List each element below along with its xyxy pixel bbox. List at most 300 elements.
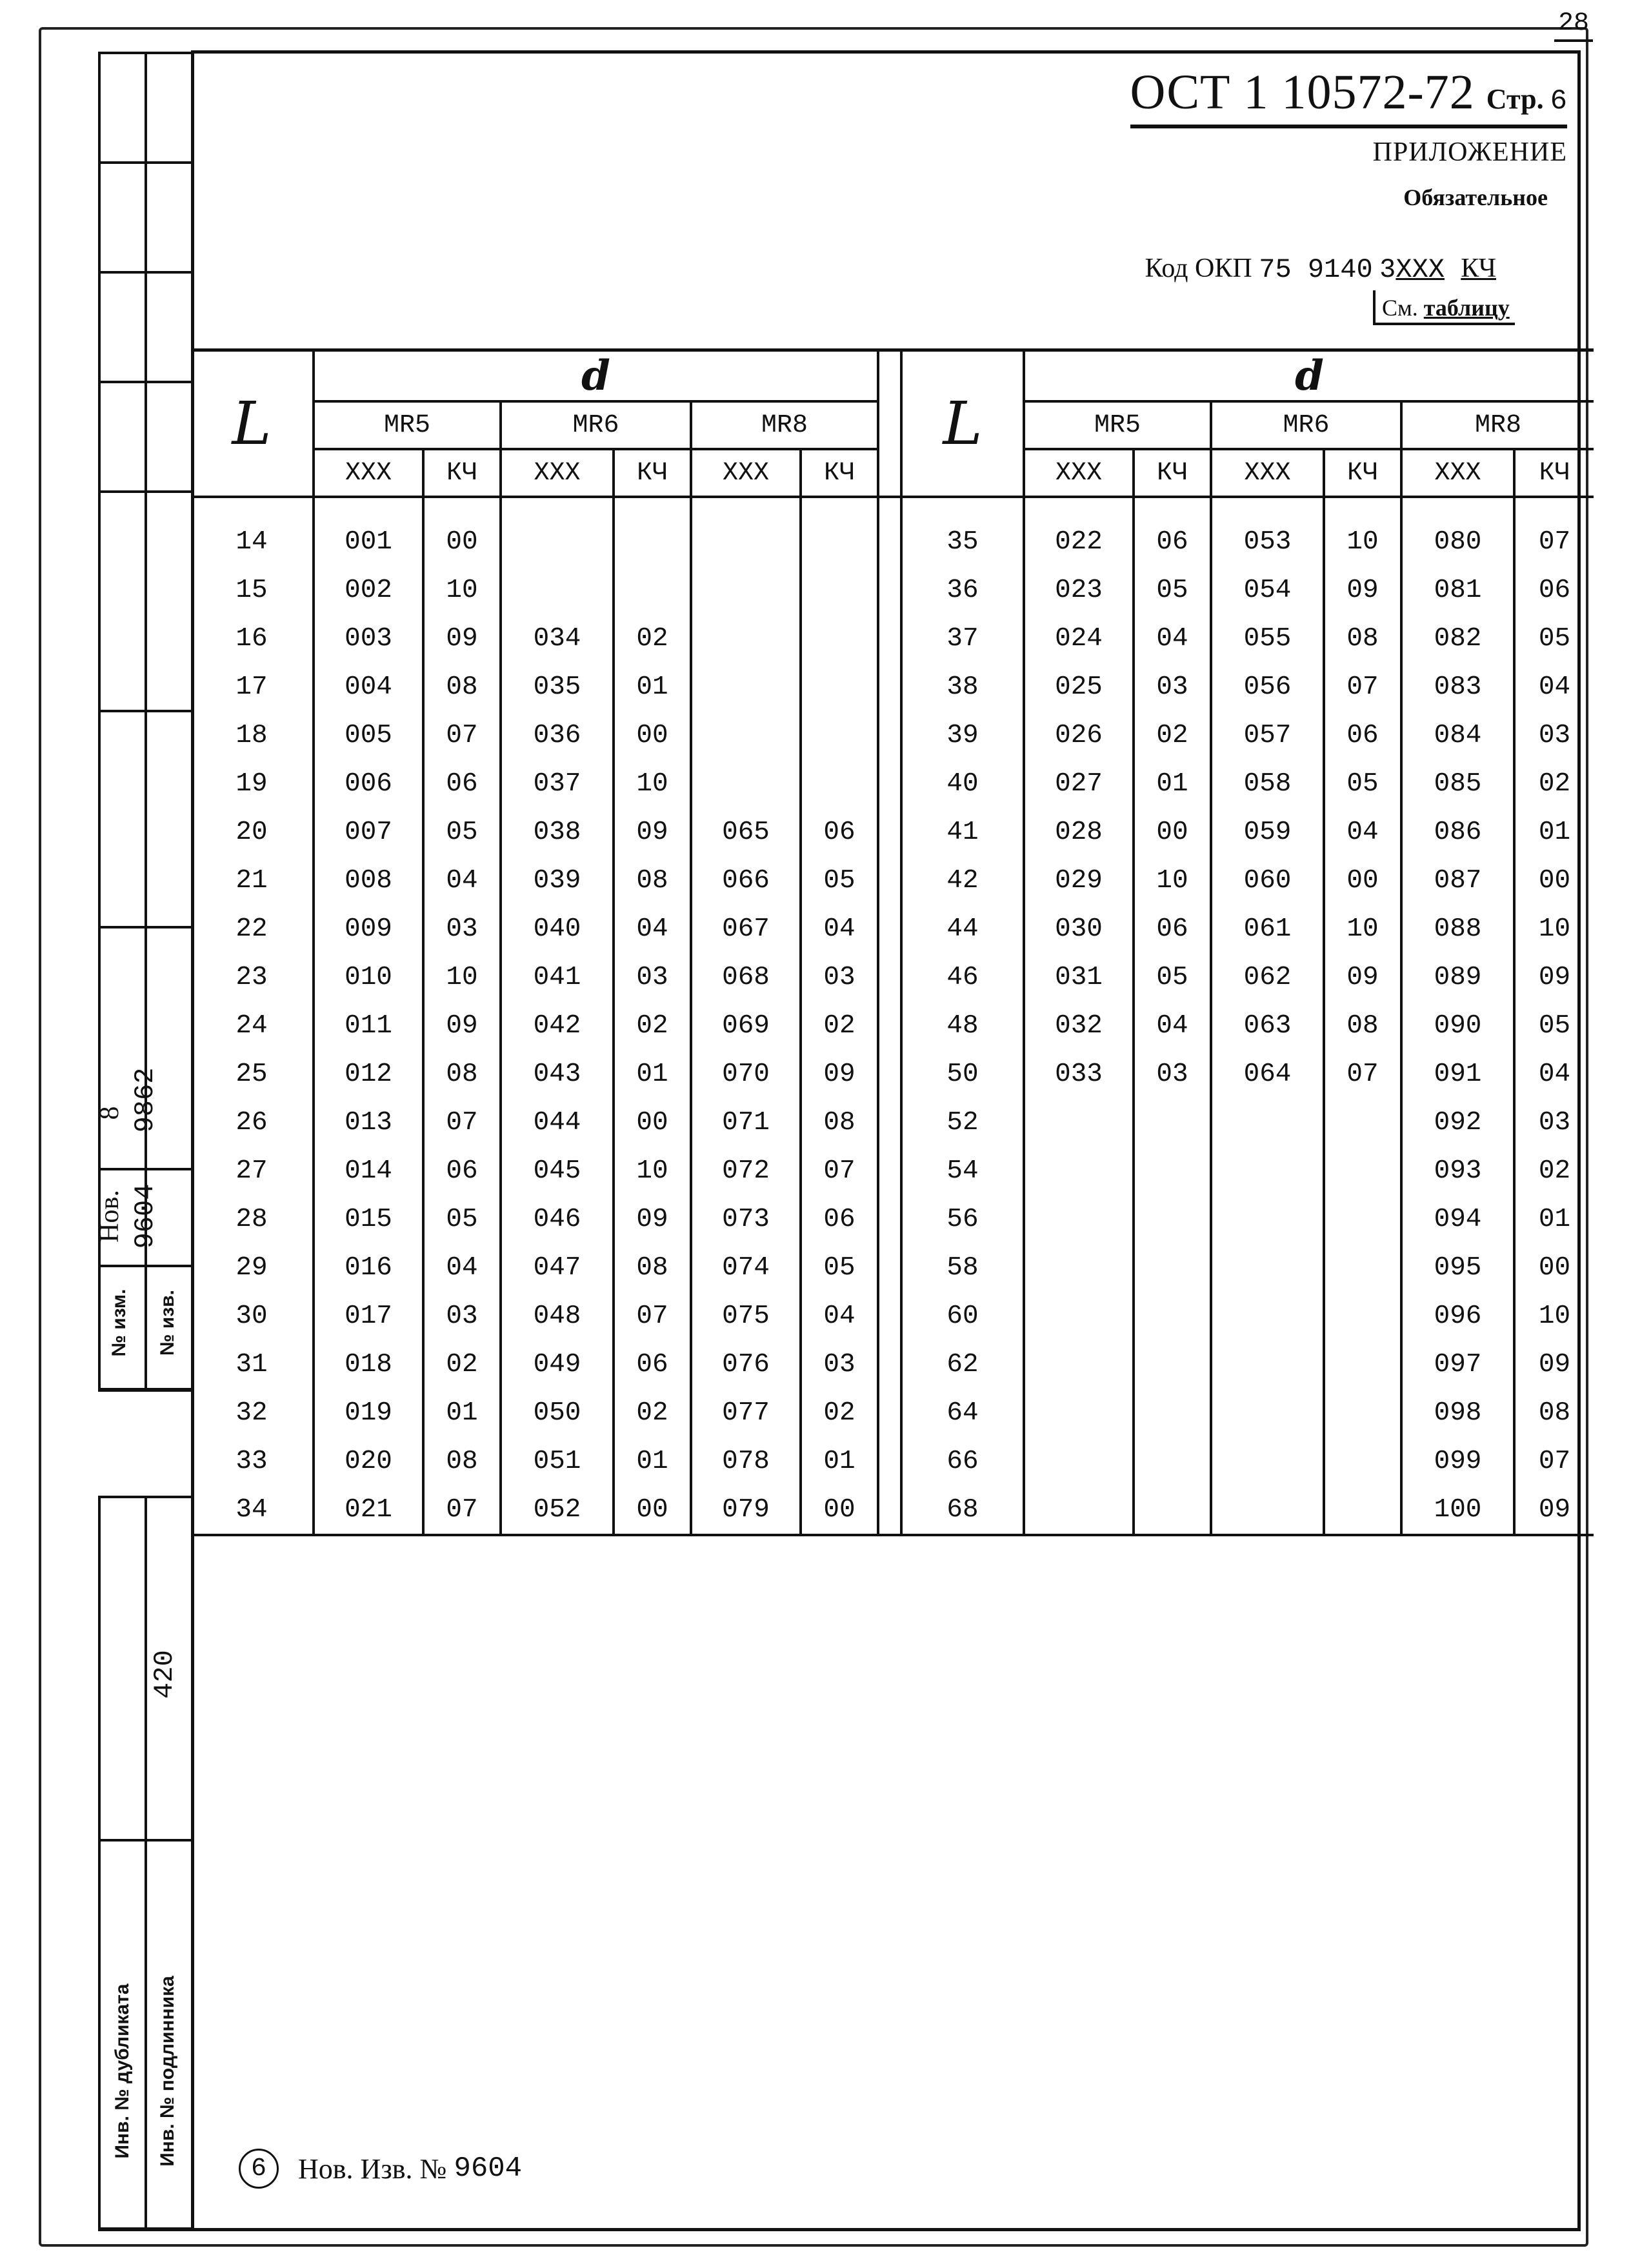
cell-xxx: 056 <box>1211 663 1324 711</box>
cell-xxx: 090 <box>1401 1001 1514 1050</box>
change-number-label: № изм. <box>108 1289 130 1357</box>
cell-kch: 03 <box>1134 1050 1211 1098</box>
cell-xxx <box>1024 1292 1134 1340</box>
change-number-value: 8 <box>95 1106 125 1120</box>
cell-xxx <box>691 663 801 711</box>
cell-length: 68 <box>901 1485 1024 1535</box>
cell-kch <box>1324 1098 1401 1147</box>
sub-kch: КЧ <box>614 449 691 497</box>
table-divider <box>878 856 901 905</box>
cell-kch: 07 <box>1324 663 1401 711</box>
table-row <box>191 517 1594 566</box>
cell-kch: 09 <box>1324 953 1401 1001</box>
table-divider <box>878 663 901 711</box>
cell-length: 22 <box>191 905 314 953</box>
cell-length: 19 <box>191 759 314 808</box>
cell-kch: 07 <box>423 1485 501 1535</box>
cell-xxx <box>1211 1147 1324 1195</box>
cell-xxx: 029 <box>1024 856 1134 905</box>
sheet-number: 28 <box>1554 9 1593 42</box>
cell-kch: 00 <box>1538 865 1571 896</box>
table-divider <box>878 1050 901 1098</box>
duplicate-inventory-label: Инв. № дубликата <box>112 1983 133 2159</box>
cell-kch: 10 <box>1324 517 1401 566</box>
cell-xxx: 061 <box>1211 905 1324 953</box>
table-row <box>191 1292 1594 1340</box>
cell-length: 17 <box>191 663 314 711</box>
cell-xxx: 037 <box>501 759 614 808</box>
group-mr6-left: MR6 <box>501 401 691 449</box>
cell-length: 60 <box>901 1292 1024 1340</box>
sub-kch: КЧ <box>423 449 501 497</box>
sub-kch: КЧ <box>1324 449 1401 497</box>
cell-xxx: 096 <box>1401 1292 1514 1340</box>
cell-kch <box>1324 1292 1401 1340</box>
cell-kch: 03 <box>614 953 691 1001</box>
cell-kch <box>801 759 878 808</box>
cell-kch: 06 <box>801 1195 878 1243</box>
cell-xxx: 069 <box>691 1001 801 1050</box>
sub-kch: КЧ <box>801 449 878 497</box>
cell-kch: 07 <box>1324 1050 1401 1098</box>
cell-kch: 02 <box>1538 768 1571 799</box>
table-row <box>191 1001 1594 1050</box>
cell-xxx: 004 <box>314 663 423 711</box>
cell-kch <box>801 711 878 759</box>
cell-kch: 06 <box>423 1147 501 1195</box>
cell-xxx: 087 <box>1401 856 1514 905</box>
table-divider <box>878 1485 901 1535</box>
cell-kch: 07 <box>1538 1446 1571 1476</box>
appendix-note: Обязательное <box>1403 185 1548 210</box>
cell-xxx: 001 <box>314 517 423 566</box>
table-divider <box>878 1389 901 1437</box>
cell-kch: 07 <box>423 711 501 759</box>
cell-xxx: 011 <box>314 1001 423 1050</box>
cell-kch: 07 <box>1538 527 1571 557</box>
cell-kch: 02 <box>614 614 691 663</box>
table-divider <box>878 759 901 808</box>
cell-kch: 05 <box>801 1243 878 1292</box>
cell-xxx: 021 <box>314 1485 423 1535</box>
cell-kch <box>1134 1098 1211 1147</box>
sub-kch: КЧ <box>1134 449 1211 497</box>
cell-length: 16 <box>191 614 314 663</box>
cell-xxx: 089 <box>1401 953 1514 1001</box>
cell-xxx: 041 <box>501 953 614 1001</box>
cell-xxx: 085 <box>1401 759 1514 808</box>
cell-xxx: 018 <box>314 1340 423 1389</box>
cell-kch <box>1324 1485 1401 1535</box>
cell-kch: 05 <box>1538 623 1571 654</box>
cell-kch <box>1324 1195 1401 1243</box>
new-label: Нов. <box>95 1190 125 1243</box>
standard-designation <box>1130 65 1567 128</box>
cell-xxx: 059 <box>1211 808 1324 856</box>
cell-kch: 05 <box>1134 566 1211 614</box>
footer-number: 9604 <box>454 2153 523 2185</box>
cell-kch: 02 <box>1134 711 1211 759</box>
cell-length: 33 <box>191 1437 314 1485</box>
sub-xxx: XXX <box>691 449 801 497</box>
cell-kch: 04 <box>1324 808 1401 856</box>
cell-xxx: 080 <box>1401 517 1514 566</box>
cell-xxx: 091 <box>1401 1050 1514 1098</box>
cell-xxx: 049 <box>501 1340 614 1389</box>
cell-kch: 09 <box>801 1050 878 1098</box>
notice-number-left: 9604 <box>130 1183 161 1249</box>
cell-length: 44 <box>901 905 1024 953</box>
cell-xxx: 027 <box>1024 759 1134 808</box>
cell-kch: 00 <box>801 1485 878 1535</box>
cell-kch: 04 <box>423 1243 501 1292</box>
cell-xxx: 062 <box>1211 953 1324 1001</box>
cell-xxx: 024 <box>1024 614 1134 663</box>
cell-length: 23 <box>191 953 314 1001</box>
cell-length: 58 <box>901 1243 1024 1292</box>
cell-kch <box>1324 1147 1401 1195</box>
cell-kch: 10 <box>423 566 501 614</box>
sub-kch: КЧ <box>1514 449 1594 497</box>
cell-length: 27 <box>191 1147 314 1195</box>
cell-kch <box>801 517 878 566</box>
cell-xxx: 051 <box>501 1437 614 1485</box>
page-value: 6 <box>1550 85 1567 117</box>
cell-xxx: 048 <box>501 1292 614 1340</box>
column-d-right: d <box>1024 350 1594 402</box>
cell-kch: 00 <box>1538 1252 1571 1283</box>
cell-kch: 07 <box>423 1098 501 1147</box>
cell-kch: 09 <box>423 614 501 663</box>
table-divider <box>878 808 901 856</box>
cell-xxx: 057 <box>1211 711 1324 759</box>
cell-kch: 09 <box>614 1195 691 1243</box>
cell-kch: 04 <box>801 905 878 953</box>
cell-kch: 02 <box>423 1340 501 1389</box>
cell-kch: 01 <box>614 663 691 711</box>
cell-kch <box>1324 1389 1401 1437</box>
cell-xxx <box>1024 1195 1134 1243</box>
cell-xxx: 058 <box>1211 759 1324 808</box>
cell-length: 30 <box>191 1292 314 1340</box>
table-divider <box>878 1437 901 1485</box>
cell-kch: 04 <box>1134 1001 1211 1050</box>
cell-kch: 10 <box>423 953 501 1001</box>
cell-kch: 06 <box>423 759 501 808</box>
cell-kch <box>801 614 878 663</box>
cell-xxx: 099 <box>1401 1437 1514 1485</box>
cell-length: 26 <box>191 1098 314 1147</box>
cell-length: 18 <box>191 711 314 759</box>
cell-xxx: 015 <box>314 1195 423 1243</box>
cell-length: 36 <box>901 566 1024 614</box>
cell-xxx: 095 <box>1401 1243 1514 1292</box>
notice-number-right: 9862 <box>130 1067 161 1133</box>
cell-kch: 06 <box>1538 575 1571 605</box>
okp-number: 75 9140 <box>1259 254 1373 285</box>
cell-xxx <box>1211 1437 1324 1485</box>
table-divider <box>878 1001 901 1050</box>
cell-kch: 09 <box>1324 566 1401 614</box>
cell-kch: 05 <box>1538 1010 1571 1041</box>
footer-note <box>239 2149 522 2189</box>
cell-xxx: 016 <box>314 1243 423 1292</box>
cell-xxx: 070 <box>691 1050 801 1098</box>
cell-xxx: 017 <box>314 1292 423 1340</box>
cell-xxx: 026 <box>1024 711 1134 759</box>
cell-kch: 03 <box>423 905 501 953</box>
table-row <box>191 856 1594 905</box>
cell-xxx <box>691 566 801 614</box>
cell-kch <box>1324 1243 1401 1292</box>
cell-kch: 10 <box>614 759 691 808</box>
cell-kch: 10 <box>1538 914 1571 944</box>
table-divider <box>878 1292 901 1340</box>
cell-length: 21 <box>191 856 314 905</box>
cell-xxx <box>1211 1243 1324 1292</box>
cell-kch: 09 <box>614 808 691 856</box>
cell-xxx: 034 <box>501 614 614 663</box>
cell-kch: 01 <box>1538 1204 1571 1234</box>
table-row <box>191 1340 1594 1389</box>
cell-xxx: 020 <box>314 1437 423 1485</box>
cell-xxx: 055 <box>1211 614 1324 663</box>
cell-xxx: 076 <box>691 1340 801 1389</box>
cell-xxx: 013 <box>314 1098 423 1147</box>
cell-length: 48 <box>901 1001 1024 1050</box>
cell-xxx <box>1024 1098 1134 1147</box>
cell-xxx <box>1211 1098 1324 1147</box>
cell-kch: 02 <box>1538 1156 1571 1186</box>
cell-kch <box>801 663 878 711</box>
cell-kch: 10 <box>1134 856 1211 905</box>
cell-length: 46 <box>901 953 1024 1001</box>
cell-kch: 00 <box>1324 856 1401 905</box>
cell-length: 24 <box>191 1001 314 1050</box>
cell-xxx: 082 <box>1401 614 1514 663</box>
cell-kch <box>1324 1340 1401 1389</box>
cell-kch: 00 <box>614 1485 691 1535</box>
cell-xxx: 032 <box>1024 1001 1134 1050</box>
okp-prefix: 3 <box>1379 254 1396 285</box>
cell-xxx <box>1024 1389 1134 1437</box>
group-mr5-right: MR5 <box>1024 401 1211 449</box>
cell-kch: 02 <box>801 1001 878 1050</box>
cell-xxx <box>1211 1340 1324 1389</box>
cell-kch: 04 <box>1134 614 1211 663</box>
cell-xxx: 044 <box>501 1098 614 1147</box>
table-row <box>191 663 1594 711</box>
column-L-right: L <box>901 350 1024 497</box>
cell-kch: 09 <box>1538 1349 1571 1380</box>
table-reference <box>1373 290 1515 325</box>
cell-xxx: 068 <box>691 953 801 1001</box>
cell-kch: 05 <box>1134 953 1211 1001</box>
cell-kch: 00 <box>614 1098 691 1147</box>
cell-xxx: 063 <box>1211 1001 1324 1050</box>
cell-xxx: 083 <box>1401 663 1514 711</box>
cell-kch <box>1134 1485 1211 1535</box>
table-row <box>191 808 1594 856</box>
cell-kch: 08 <box>423 1437 501 1485</box>
cell-xxx: 010 <box>314 953 423 1001</box>
cell-xxx: 067 <box>691 905 801 953</box>
cell-xxx <box>501 517 614 566</box>
cell-xxx: 025 <box>1024 663 1134 711</box>
cell-kch: 03 <box>1134 663 1211 711</box>
group-mr5-left: MR5 <box>314 401 501 449</box>
cell-kch: 01 <box>801 1437 878 1485</box>
okp-code <box>1145 253 1496 285</box>
cell-xxx: 003 <box>314 614 423 663</box>
cell-xxx: 047 <box>501 1243 614 1292</box>
cell-kch: 04 <box>1538 1059 1571 1089</box>
cell-xxx: 093 <box>1401 1147 1514 1195</box>
cell-kch <box>801 566 878 614</box>
table-divider <box>878 1098 901 1147</box>
cell-length: 14 <box>191 517 314 566</box>
cell-xxx: 100 <box>1401 1485 1514 1535</box>
cell-kch <box>1134 1340 1211 1389</box>
cell-kch: 08 <box>1324 614 1401 663</box>
cell-kch: 01 <box>423 1389 501 1437</box>
cell-kch: 08 <box>801 1098 878 1147</box>
cell-length: 38 <box>901 663 1024 711</box>
footer-text: Нов. Изв. № <box>298 2153 447 2185</box>
cell-xxx: 054 <box>1211 566 1324 614</box>
cell-xxx <box>1024 1437 1134 1485</box>
cell-length: 29 <box>191 1243 314 1292</box>
cell-kch: 09 <box>1538 962 1571 992</box>
cell-xxx: 098 <box>1401 1389 1514 1437</box>
cell-kch: 09 <box>423 1001 501 1050</box>
cell-kch: 04 <box>1538 672 1571 702</box>
cell-kch: 03 <box>801 1340 878 1389</box>
cell-xxx <box>501 566 614 614</box>
cell-xxx <box>1024 1485 1134 1535</box>
cell-xxx: 084 <box>1401 711 1514 759</box>
cell-kch: 02 <box>801 1389 878 1437</box>
cell-kch: 08 <box>423 1050 501 1098</box>
cell-kch <box>1134 1292 1211 1340</box>
page-label: Стр. <box>1486 83 1544 115</box>
cell-xxx: 043 <box>501 1050 614 1098</box>
cell-kch <box>1134 1437 1211 1485</box>
table-divider <box>878 953 901 1001</box>
cell-xxx: 006 <box>314 759 423 808</box>
cell-xxx: 007 <box>314 808 423 856</box>
table-ref-word: таблицу <box>1423 295 1510 321</box>
cell-length: 40 <box>901 759 1024 808</box>
cell-xxx: 023 <box>1024 566 1134 614</box>
cell-length: 50 <box>901 1050 1024 1098</box>
cell-xxx <box>1211 1292 1324 1340</box>
cell-xxx: 077 <box>691 1389 801 1437</box>
cell-kch <box>1134 1243 1211 1292</box>
table-row <box>191 1195 1594 1243</box>
cell-xxx: 072 <box>691 1147 801 1195</box>
cell-xxx: 019 <box>314 1389 423 1437</box>
table-row <box>191 566 1594 614</box>
cell-xxx: 036 <box>501 711 614 759</box>
circle-number: 6 <box>239 2149 279 2189</box>
cell-xxx: 065 <box>691 808 801 856</box>
cell-xxx: 005 <box>314 711 423 759</box>
table-row <box>191 711 1594 759</box>
table-row <box>191 905 1594 953</box>
cell-kch: 00 <box>614 711 691 759</box>
cell-kch: 02 <box>614 1001 691 1050</box>
table-divider <box>878 614 901 663</box>
cell-kch: 00 <box>423 517 501 566</box>
cell-kch: 08 <box>423 663 501 711</box>
cell-length: 34 <box>191 1485 314 1535</box>
table-divider <box>878 1195 901 1243</box>
cell-xxx: 079 <box>691 1485 801 1535</box>
cell-kch: 00 <box>1134 808 1211 856</box>
cell-xxx: 088 <box>1401 905 1514 953</box>
cell-kch: 08 <box>1324 1001 1401 1050</box>
cell-kch: 07 <box>614 1292 691 1340</box>
table-divider <box>878 1147 901 1195</box>
sub-xxx: XXX <box>1401 449 1514 497</box>
cell-kch <box>1324 1437 1401 1485</box>
cell-xxx: 012 <box>314 1050 423 1098</box>
cell-kch: 03 <box>423 1292 501 1340</box>
cell-xxx: 086 <box>1401 808 1514 856</box>
cell-kch: 08 <box>614 856 691 905</box>
cell-xxx: 031 <box>1024 953 1134 1001</box>
table-row <box>191 1485 1594 1535</box>
cell-xxx <box>1211 1389 1324 1437</box>
cell-xxx <box>1211 1485 1324 1535</box>
cell-xxx: 033 <box>1024 1050 1134 1098</box>
cell-length: 28 <box>191 1195 314 1243</box>
group-mr6-right: MR6 <box>1211 401 1401 449</box>
cell-xxx: 075 <box>691 1292 801 1340</box>
cell-length: 37 <box>901 614 1024 663</box>
cell-length: 52 <box>901 1098 1024 1147</box>
table-row <box>191 1147 1594 1195</box>
cell-kch <box>614 566 691 614</box>
cell-length: 35 <box>901 517 1024 566</box>
table-ref-prefix: См. <box>1382 295 1418 321</box>
cell-xxx: 008 <box>314 856 423 905</box>
cell-kch: 06 <box>1134 905 1211 953</box>
table-divider <box>878 1340 901 1389</box>
standard-code: ОСТ 1 10572-72 <box>1130 65 1475 119</box>
cell-kch: 03 <box>1538 1107 1571 1138</box>
table-row <box>191 759 1594 808</box>
cell-xxx: 035 <box>501 663 614 711</box>
cell-kch: 10 <box>1538 1301 1571 1331</box>
cell-kch: 05 <box>423 1195 501 1243</box>
okp-xxx: XXX <box>1396 254 1445 285</box>
cell-kch: 01 <box>1134 759 1211 808</box>
cell-kch: 01 <box>1538 817 1571 847</box>
table-divider <box>878 1243 901 1292</box>
cell-xxx: 030 <box>1024 905 1134 953</box>
column-L-left: L <box>191 350 314 497</box>
group-mr8-left: MR8 <box>691 401 878 449</box>
cell-xxx <box>691 759 801 808</box>
cell-kch: 02 <box>614 1389 691 1437</box>
cell-kch: 03 <box>801 953 878 1001</box>
cell-xxx <box>691 711 801 759</box>
cell-xxx: 074 <box>691 1243 801 1292</box>
cell-length: 54 <box>901 1147 1024 1195</box>
table-row <box>191 1437 1594 1485</box>
